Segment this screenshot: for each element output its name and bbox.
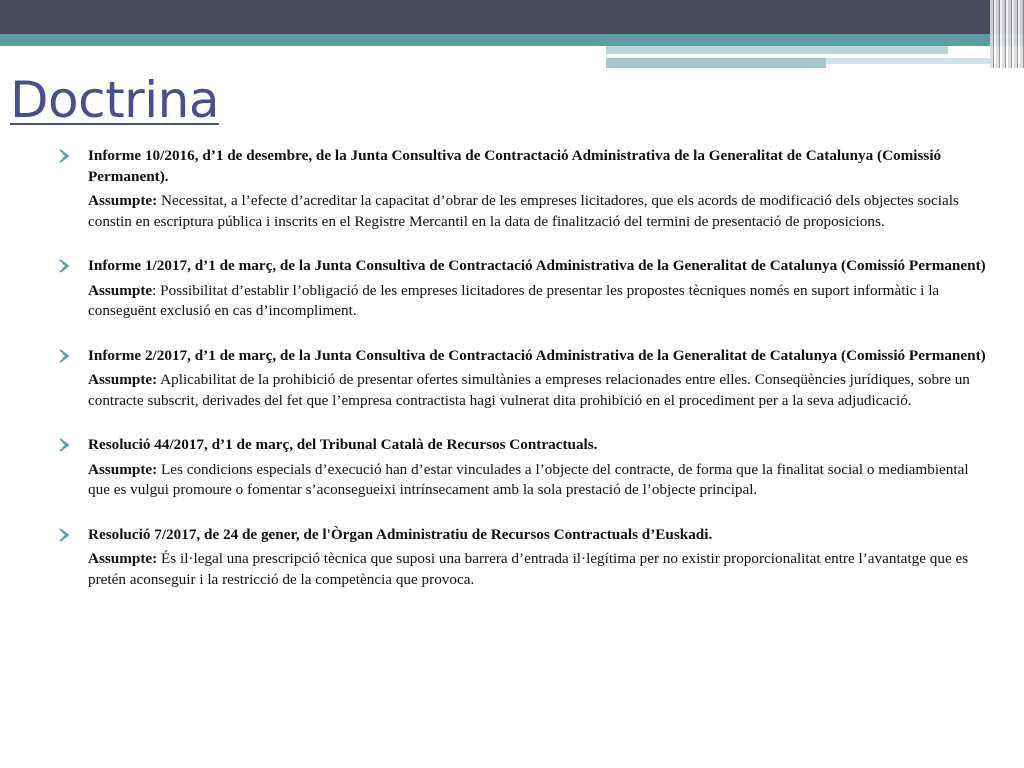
subject-label: Assumpte: bbox=[88, 460, 158, 478]
list-item bbox=[60, 256, 990, 322]
header-band-dark bbox=[0, 0, 1024, 34]
arrow-bullet-icon bbox=[58, 435, 78, 455]
list-item bbox=[60, 435, 990, 501]
subject-text: : Possibilitat d’establir l’obligació de les empreses licitadores de presentar les propostes tècniques només en suport informàtic i la conseguënt exclusió en cas d’incompliment. bbox=[88, 281, 940, 319]
arrow-bullet-icon bbox=[58, 256, 78, 276]
arrow-bullet-icon bbox=[58, 146, 78, 166]
arrow-bullet-icon bbox=[58, 346, 78, 366]
item-heading: Informe 1/2017, d’1 de març, de la Junta Consultiva de Contractació Administrativa de la Generalitat de Catalunya (Comissió Permanent) bbox=[88, 257, 986, 274]
list-item bbox=[60, 146, 990, 232]
subject-label: Assumpte: bbox=[88, 550, 158, 567]
subject-text: És il·legal una prescripció tècnica que suposi una barrera d’entrada il·legítima per no existir proporcionalitat entre l’avantatge que es pretén aconseguir i la restricció de la competència que provoca. bbox=[88, 550, 969, 588]
slide-title: Doctrina bbox=[10, 71, 219, 129]
list-item bbox=[60, 525, 990, 591]
arrow-bullet-icon bbox=[58, 525, 78, 545]
item-heading: Informe 2/2017, d’1 de març, de la Junta Consultiva de Contractació Administrativa de la Generalitat de Catalunya (Comissió Permanent) bbox=[88, 346, 986, 364]
subject-text: Necessitat, a l’efecte d’acreditar la capacitat d’obrar de les empreses licitadores, que els acords de modificació dels objectes socials constin en escriptura pública i inscrits en el Registre Mercantil en la data de finalització del termini de presentació de proposicions. bbox=[88, 192, 959, 230]
header-band-teal bbox=[0, 34, 1024, 46]
subject-label: Assumpte: bbox=[88, 192, 158, 209]
header-band-light bbox=[606, 46, 948, 54]
item-body bbox=[88, 460, 990, 501]
item-body bbox=[88, 549, 990, 590]
item-heading: Resolució 7/2017, de 24 de gener, de l'Òrgan Administratiu de Recursos Contractuals d’Euskadi. bbox=[88, 525, 713, 543]
subject-text: Aplicabilitat de la prohibició de presentar ofertes simultànies a empreses relacionades entre elles. Conseqüències jurídiques, sobre un contracte subscrit, derivades del fet que l’empresa contractista hagi vulnerat dita prohibició en el procediment per a la seva adjudicació. bbox=[88, 371, 970, 409]
slide-content bbox=[60, 146, 990, 614]
item-heading: Informe 10/2016, d’1 de desembre, de la Junta Consultiva de Contractació Administrativa de la Generalitat de Catalunya (Comissió Permanent). bbox=[88, 147, 942, 185]
item-heading: Resolució 44/2017, d’1 de març, del Tribunal Català de Recursos Contractuals. bbox=[88, 436, 598, 453]
item-body bbox=[88, 191, 990, 232]
header-band-light bbox=[606, 58, 826, 68]
header-stripes bbox=[990, 0, 1024, 68]
subject-label: Assumpte bbox=[88, 281, 153, 299]
item-body bbox=[88, 370, 990, 411]
subject-label: Assumpte: bbox=[88, 371, 158, 388]
header-band-light bbox=[826, 58, 996, 64]
subject-text: Les condicions especials d’execució han d’estar vinculades a l’objecte del contracte, de forma que la finalitat social o mediambiental que es vulgui promoure o fomentar s’aconsegueixi intrínsecament amb la sola prestació de l’objecte principal. bbox=[88, 460, 969, 498]
item-body bbox=[88, 281, 990, 322]
list-item bbox=[60, 346, 990, 412]
